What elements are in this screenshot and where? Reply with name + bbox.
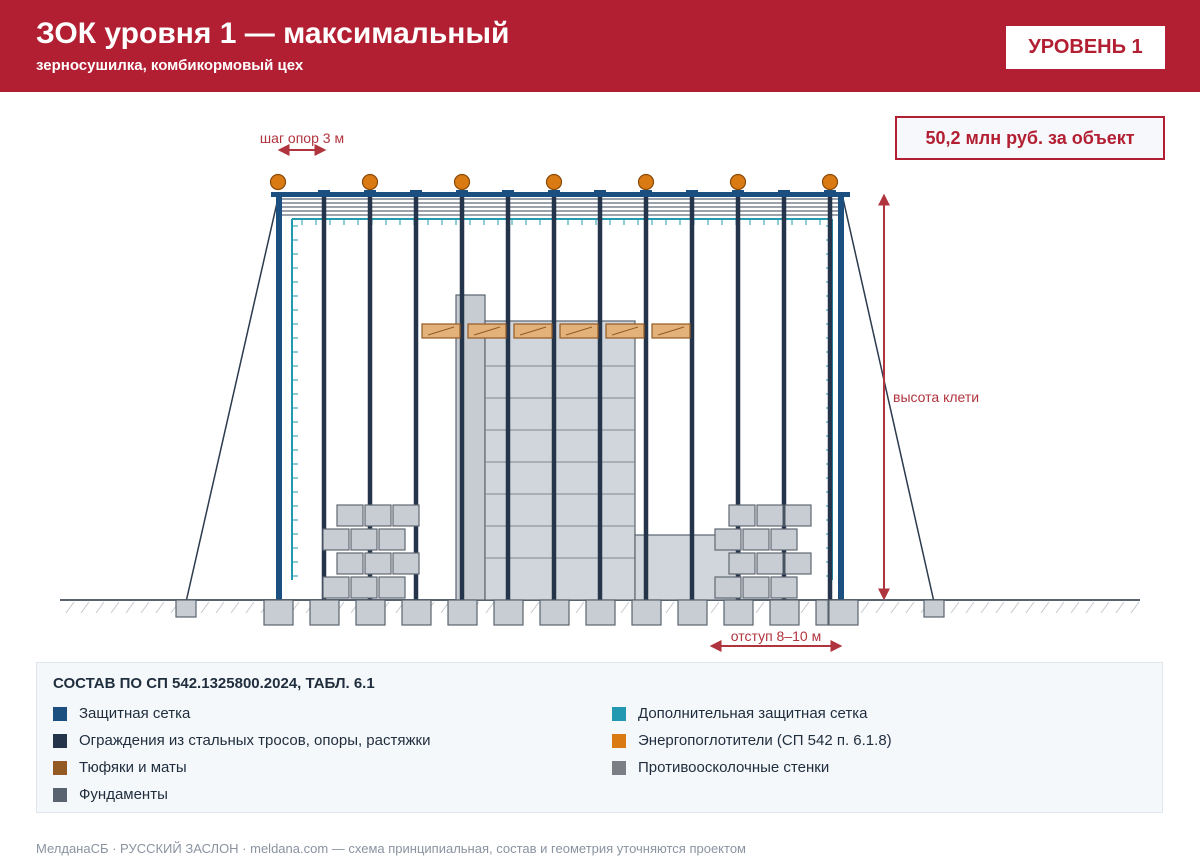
protective-net-right [838,192,844,600]
foundation [494,600,523,625]
legend-swatch [53,761,67,775]
foundation [356,600,385,625]
foundation [678,600,707,625]
foundation [540,600,569,625]
legend-item-cable-fences [53,732,430,749]
legend-item-fragmentation-walls [612,759,829,776]
legend-title: СОСТАВ ПО СП 542.1325800.2024, ТАБЛ. 6.1 [53,675,375,692]
energy-absorber [639,175,654,190]
cage-diagram [0,92,1200,658]
post-cap [548,190,560,194]
legend-swatch [53,707,67,721]
post-cap [502,190,514,194]
protective-net-left [276,192,282,600]
header-banner [0,0,1200,92]
wall-block [743,529,769,550]
foundation [586,600,615,625]
legend-swatch [612,734,626,748]
wall-block [337,505,363,526]
wall-block [757,505,783,526]
legend-item-label: Противоосколочные стенки [638,759,830,776]
wall-block [393,505,419,526]
legend-swatch [612,707,626,721]
guy-wire-left [186,194,279,602]
legend-item-label: Защитная сетка [79,705,191,722]
footer-note: МелданаСБ · РУССКИЙ ЗАСЛОН · meldana.com — схема принципиальная, состав и геометрия уточняются проектом [36,841,746,856]
foundation [402,600,431,625]
wall-block [323,577,349,598]
energy-absorber [547,175,562,190]
post-cap [594,190,606,194]
post-cap [686,190,698,194]
foundation [724,600,753,625]
foundation [448,600,477,625]
page-subtitle: зерносушилка, комбикормовый цех [36,57,304,74]
foundation [264,600,293,625]
legend-item-label: Фундаменты [79,786,168,803]
page-title: ЗОК уровня 1 — максимальный [36,17,510,50]
foundation [310,600,339,625]
legend-swatch [53,734,67,748]
post-cap [364,190,376,194]
energy-absorber [731,175,746,190]
wall-block [365,553,391,574]
wall-block [379,577,405,598]
legend-item-mattresses [53,759,187,776]
foundation [770,600,799,625]
wall-block [715,577,741,598]
wall-block [337,553,363,574]
legend-swatch [53,788,67,802]
wall-block [771,529,797,550]
post-cap [778,190,790,194]
offset-label: отступ 8–10 м [730,628,822,644]
price-badge: 50,2 млн руб. за объект [895,116,1165,160]
pitch-label: шаг опор 3 м [259,130,345,146]
legend-item-energy-absorbers [612,732,892,749]
energy-absorber [455,175,470,190]
legend-swatch [612,761,626,775]
legend-item-foundations [53,786,168,803]
post-cap [640,190,652,194]
top-net-beam [271,192,850,197]
wall-block [757,553,783,574]
post-cap [824,190,836,194]
energy-absorber [823,175,838,190]
post-cap [732,190,744,194]
wall-block [729,553,755,574]
legend-item-label: Ограждения из стальных тросов, опоры, растяжки [79,732,431,749]
wall-block [351,577,377,598]
legend-item-label: Дополнительная защитная сетка [638,705,868,722]
legend-item-label: Тюфяки и маты [79,759,187,776]
foundation [829,600,858,625]
wall-block [379,529,405,550]
roof-cables [282,199,838,215]
level-badge: УРОВЕНЬ 1 [1006,26,1165,69]
anchor-foundation [924,600,944,617]
wall-block [715,529,741,550]
wall-block [323,529,349,550]
foundations [176,600,944,625]
wall-block [785,553,811,574]
post-cap [456,190,468,194]
legend-item-label: Энергопоглотители (СП 542 п. 6.1.8) [638,732,892,749]
energy-absorber [271,175,286,190]
wall-block [743,577,769,598]
energy-absorbers [271,175,838,190]
wall-block [785,505,811,526]
wall-block [351,529,377,550]
wall-block [365,505,391,526]
legend-item-protective-net [53,705,190,722]
foundation [816,600,828,625]
height-label: высота клети [893,389,980,405]
wall-block [771,577,797,598]
post-cap [318,190,330,194]
wall-block [393,553,419,574]
legend-item-additional-net [612,705,867,722]
foundation [632,600,661,625]
legend-panel [36,662,1163,813]
post-cap [410,190,422,194]
wall-block [729,505,755,526]
anchor-foundation [176,600,196,617]
energy-absorber [363,175,378,190]
